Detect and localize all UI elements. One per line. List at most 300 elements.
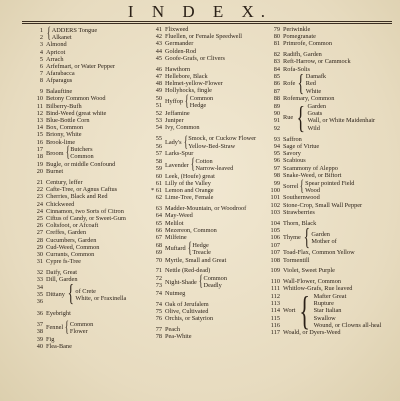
entry-name: Fluellen, or Female Speedwell [165, 33, 242, 41]
entry-name: Rofa-Solis [283, 65, 310, 73]
entry-name: Apricot [46, 48, 66, 56]
entry-number: 22 [36, 186, 43, 194]
entry-number: 12 [36, 109, 43, 117]
grouped-entry [265, 224, 397, 251]
index-entry [147, 117, 265, 124]
entry-variant: Common [69, 320, 94, 328]
entry-number: 112 [270, 292, 280, 300]
entry-variant: Red [305, 80, 316, 88]
entry-name: Helmet-yellow-Flower [165, 79, 223, 87]
index-entry [147, 173, 265, 180]
entry-name: Sage of Virtue [283, 143, 320, 151]
index-entry [28, 88, 140, 95]
entry-name: Thyme [283, 234, 301, 242]
entry-name: Cucumbers, Garden [46, 236, 97, 244]
entry-name: Century, leffer [46, 179, 83, 187]
entry-number: 86 [273, 80, 280, 88]
entry-numbers [147, 135, 165, 149]
index-entry [28, 95, 140, 102]
index-entry [28, 208, 140, 215]
entry-name: Cafte-Tree, or Agnus Caftus [46, 186, 118, 194]
entry-number: 99 [273, 179, 280, 187]
index-entry [147, 73, 265, 80]
entry-number: 115 [270, 314, 280, 322]
entry-number: 36 [36, 298, 43, 306]
entry-name: Myrtle, Small and Great [165, 256, 227, 264]
entry-name: Hyffop [165, 98, 184, 106]
index-entry [147, 80, 265, 87]
entry-number: 2 [39, 33, 43, 41]
entry-variants [305, 180, 354, 194]
entry-number: 52 [155, 109, 162, 117]
index-entry [28, 193, 140, 200]
index-entry [28, 310, 140, 317]
page-title: I N D E X. [127, 2, 273, 21]
entry-number: 1 [39, 26, 43, 34]
index-entry [147, 180, 265, 187]
entry-name: Southernwood [283, 194, 320, 202]
entry-number: 14 [36, 124, 43, 132]
index-entry [28, 63, 140, 70]
entry-number: 71 [155, 267, 162, 275]
entry-number: 33 [36, 276, 43, 284]
brace-mark: { [300, 177, 305, 195]
index-entry [28, 215, 140, 222]
index-entry [265, 194, 397, 201]
entry-variants [311, 231, 336, 245]
grouped-entry [28, 318, 140, 336]
index-entry [265, 157, 397, 164]
entry-name: Coltsfoot, or Afcoaft [46, 222, 99, 230]
index-entry [265, 143, 397, 150]
entry-variant: Smock, or Cuckow Flower [188, 135, 257, 143]
entry-number: 97 [273, 164, 280, 172]
index-entry [147, 234, 265, 241]
entry-variant: Hedge [192, 241, 209, 249]
entry-name: Orchis, or Satyrion [165, 315, 214, 323]
entry-name: Hellebore, Black [165, 72, 208, 80]
entry-number: 61 [155, 180, 162, 188]
entry-name: Savory [283, 150, 301, 158]
grouped-entry [147, 135, 265, 149]
index-entry [147, 194, 265, 201]
entry-number: 27 [36, 229, 43, 237]
entry-name: Snake-Weed, or Biftort [283, 171, 342, 179]
entry-numbers [265, 180, 283, 194]
entry-name: Rue [283, 113, 294, 121]
grouped-entry [265, 70, 397, 97]
entry-variant: Wild [307, 124, 320, 132]
entry-name: Wall-Flower, Common [283, 278, 342, 285]
entry-name: Leek, (Houfe) great [165, 172, 215, 180]
entry-name: Creffes, Garden [46, 229, 87, 237]
title-rule-bottom [22, 23, 392, 24]
entry-number: 49 [155, 87, 162, 95]
title-rule-top [22, 21, 392, 22]
entry-variant: Mafter Great [313, 292, 347, 300]
entry-variant: Rupture [313, 300, 334, 308]
entry-number: 32 [36, 269, 43, 276]
entry-number: 26 [36, 222, 43, 230]
entry-numbers [265, 227, 283, 249]
entry-name: Lime-Tree, Female [165, 194, 214, 202]
entry-variants [314, 293, 382, 329]
index-entry [147, 87, 265, 94]
entry-name: Ciftus of Candy, or Sweet-Gum [46, 215, 126, 223]
index-entry [28, 139, 140, 146]
entry-name: Flea-Bane [46, 342, 72, 350]
entry-name: Germander [165, 40, 194, 48]
entry-number: 84 [273, 65, 280, 73]
index-column-1 [28, 26, 140, 350]
entry-variant: Alkanet [51, 33, 72, 41]
entry-name: Pea-White [165, 332, 192, 340]
section-gap [147, 131, 265, 135]
entry-number: 59 [155, 165, 162, 173]
entry-number: 58 [155, 157, 162, 165]
entry-variant: Wood [305, 186, 320, 194]
entry-name: Stone-Crop, Small Wall Pepper [283, 201, 363, 209]
index-entry [28, 110, 140, 117]
entry-variants [75, 288, 126, 302]
entry-name: Golden-Rod [165, 47, 197, 55]
brace-mark: { [187, 239, 192, 257]
entry-name: Hawthorn [165, 65, 191, 73]
index-entry [265, 267, 397, 274]
index-entry [28, 276, 140, 283]
index-entry [28, 237, 140, 244]
entry-name: Violet, Sweet Purple [283, 267, 335, 275]
entry-number: 25 [36, 215, 43, 223]
entry-number: 74 [155, 300, 162, 308]
index-entry [265, 66, 397, 73]
entry-number: 105 [270, 227, 280, 235]
entry-variant: Treacle [192, 248, 211, 256]
index-entry [28, 229, 140, 236]
entry-name: Lavender [165, 161, 189, 169]
entry-number: 30 [36, 251, 43, 259]
entry-number: 23 [36, 193, 43, 201]
entry-numbers [147, 242, 165, 256]
entry-number: 83 [273, 58, 280, 66]
entry-number: 38 [36, 327, 43, 335]
entry-number: 10 [36, 95, 43, 103]
index-entry [28, 168, 140, 175]
entry-name: Afarabacca [46, 70, 75, 78]
entry-name: Thorn, Black [283, 219, 317, 227]
index-entry [28, 258, 140, 265]
index-entry [28, 201, 140, 208]
entry-variant: Garden [307, 103, 327, 111]
entry-variant: Deadly [203, 282, 222, 290]
entry-number: 77 [155, 325, 162, 333]
index-entry [147, 187, 265, 194]
index-entry [28, 49, 140, 56]
grouped-entry [147, 95, 265, 109]
entry-numbers [265, 73, 283, 95]
entry-name: Juniper [165, 116, 184, 124]
index-entry [265, 136, 397, 143]
entry-name: Arfefmart, or Water Pepper [46, 63, 115, 71]
entry-number: 68 [155, 241, 162, 249]
entry-name: Bugle, or middle Confound [46, 161, 116, 169]
entry-name: Olive, Cultivated [165, 307, 209, 315]
index-entry [265, 150, 397, 157]
index-entry [265, 257, 397, 264]
index-entry [147, 267, 265, 274]
entry-name: Box, Common [46, 124, 84, 132]
index-entry [147, 33, 265, 40]
entry-number: 7 [39, 70, 43, 78]
index-entry [147, 124, 265, 131]
index-entry [265, 51, 397, 58]
entry-number: 101 [270, 194, 280, 202]
entry-number: 117 [270, 329, 280, 337]
entry-name: Nutmeg [165, 289, 186, 297]
entry-variant: Wound, or Clowns all-heal [313, 321, 382, 329]
entry-name: Betony Common Wood [46, 95, 106, 103]
index-entry [147, 290, 265, 297]
entry-number: 111 [271, 285, 280, 293]
entry-number: 18 [36, 153, 43, 161]
entry-name: Arrach [46, 55, 64, 63]
entry-name: Currants, Common [46, 251, 95, 259]
entry-number: 107 [270, 249, 280, 257]
entry-name: Bind-Weed (great white [46, 109, 107, 117]
entry-number: 67 [155, 233, 162, 241]
entry-name: Dill, Garden [46, 276, 78, 284]
entry-number: 74 [155, 289, 162, 297]
entry-name: Radifh, Garden [283, 51, 322, 59]
entry-number: 82 [273, 51, 280, 59]
brace-mark: { [296, 99, 306, 136]
entry-variant: Goats [307, 110, 323, 118]
entry-number: 100 [270, 186, 280, 194]
entry-name: Pomegranate [283, 33, 316, 41]
entry-number: 65 [155, 219, 162, 227]
entry-name: Briony, White [46, 131, 82, 139]
index-entry [147, 40, 265, 47]
index-entry [28, 179, 140, 186]
entry-number: 80 [273, 33, 280, 41]
entry-variant: Mother of [311, 238, 337, 246]
index-entry [147, 212, 265, 219]
index-entry [147, 257, 265, 264]
entry-number: 28 [36, 236, 43, 244]
brace-mark: { [65, 144, 70, 162]
index-entry [28, 244, 140, 251]
entry-number: 43 [155, 40, 162, 48]
index-entry [147, 315, 265, 322]
entry-numbers [28, 27, 46, 41]
entry-name: Jeffamine [165, 109, 190, 117]
index-entry [28, 124, 140, 131]
entry-numbers [28, 284, 46, 306]
entry-number: 104 [270, 219, 280, 227]
index-entry [147, 110, 265, 117]
entry-name: Rofe [283, 80, 296, 88]
index-entry [265, 220, 397, 227]
entry-number: 41 [155, 26, 162, 33]
entry-number: 24 [36, 200, 43, 208]
entry-name: Madder-Mountain, or Woodroof [165, 205, 247, 213]
entry-variant: Hedge [189, 102, 207, 110]
entry-name: Lilly of the Valley [165, 180, 211, 188]
entry-name: Lady's [165, 138, 182, 146]
entry-number: 24 [36, 207, 43, 215]
entry-number: 78 [155, 332, 162, 340]
entry-number: 116 [270, 321, 280, 329]
entry-number: 54 [155, 124, 162, 132]
entry-variant: Common [203, 275, 227, 282]
index-entry [147, 326, 265, 333]
entry-number: 34 [36, 283, 43, 291]
index-column-3 [265, 26, 397, 337]
entry-name: Cherries, Black and Red [46, 193, 108, 201]
entry-variants [204, 275, 227, 289]
entry-numbers [265, 293, 283, 329]
entry-number: 89 [273, 103, 280, 111]
entry-name: Bilberry-Bufh [46, 102, 82, 110]
entry-number: 94 [273, 143, 280, 151]
entry-number: 48 [155, 79, 162, 87]
entry-name: Rofemary, Common [283, 95, 335, 103]
index-entry [265, 209, 397, 216]
entry-number: 35 [36, 291, 43, 299]
entry-numbers [265, 103, 283, 132]
brace-mark: { [183, 133, 188, 151]
entry-name: Cud-Weed, Common [46, 243, 100, 251]
entry-number: 102 [270, 201, 280, 209]
entry-name: Night-Shade [165, 278, 197, 286]
entry-number: 60 [155, 172, 162, 180]
index-entry [28, 70, 140, 77]
entry-name: Mezereon, Common [165, 226, 217, 234]
brace-mark: { [198, 273, 203, 291]
entry-number: 109 [270, 267, 280, 275]
entry-variant: Common [70, 153, 94, 161]
section-gap [28, 317, 140, 321]
entry-number: 73 [155, 282, 162, 290]
entry-variants [308, 103, 376, 132]
entry-variants [70, 321, 93, 335]
entry-variant: White [305, 87, 322, 95]
grouped-entry [147, 275, 265, 289]
entry-number: 56 [155, 142, 162, 150]
index-entry [28, 41, 140, 48]
entry-name: Hollyhocks, fingle [165, 87, 212, 95]
entry-number: 46 [155, 65, 162, 73]
index-entry [265, 278, 397, 285]
entry-name: Wort [283, 307, 296, 315]
brace-mark: { [184, 93, 190, 111]
entry-name: Fig [46, 335, 55, 343]
index-entry [147, 205, 265, 212]
entry-name: Afparagus [46, 77, 73, 85]
index-entry [265, 202, 397, 209]
index-entry [265, 249, 397, 256]
entry-variants [190, 95, 213, 109]
entry-number: 63 [155, 205, 162, 213]
index-entry [147, 301, 265, 308]
entry-variants [70, 146, 93, 160]
entry-number: 79 [273, 26, 280, 33]
entry-variant: Spear pointed Field [305, 179, 355, 187]
entry-number: 110 [270, 278, 280, 285]
entry-name: Sorrel [283, 183, 299, 191]
entry-number: 107 [270, 241, 280, 249]
entry-number: 37 [36, 320, 43, 328]
entry-variants [306, 73, 326, 95]
entry-number: 42 [155, 33, 162, 41]
index-entry [147, 55, 265, 62]
index-entry [28, 343, 140, 350]
entry-variant: Star Italian [313, 307, 342, 315]
entry-number: 36 [36, 309, 43, 317]
entry-name: Tormentill [283, 256, 310, 264]
brace-mark: { [303, 224, 310, 251]
entry-number: 5 [39, 55, 43, 63]
brace-mark: { [64, 318, 70, 336]
entry-number: 16 [36, 138, 43, 146]
entry-number: 13 [36, 116, 43, 124]
entry-name: Goofe-Grafs, or Clivers [165, 54, 225, 62]
entry-name: Broom [46, 149, 64, 157]
entry-number: 9 [39, 88, 43, 96]
index-entry [147, 48, 265, 55]
index-entry [265, 26, 397, 33]
entry-number: 17 [36, 146, 43, 154]
index-entry [28, 186, 140, 193]
entry-name: Almond [46, 41, 67, 49]
entry-number: 98 [273, 171, 280, 179]
entry-number: 31 [36, 258, 43, 266]
entry-name: Fennel [46, 324, 64, 332]
entry-number: 108 [270, 256, 280, 264]
entry-number: 113 [270, 300, 280, 308]
index-entry [265, 40, 397, 47]
entry-number: 93 [273, 135, 280, 143]
index-entry [28, 131, 140, 138]
entry-number: 15 [36, 131, 43, 139]
entry-variants [188, 135, 256, 149]
index-entry [28, 251, 140, 258]
entry-number: 20 [36, 168, 43, 176]
grouped-entry [147, 158, 265, 172]
entry-number: 106 [270, 234, 280, 242]
entry-name: Daify, Great [46, 269, 78, 276]
entry-number: 4 [39, 48, 43, 56]
entry-variant: Flower [69, 327, 88, 335]
entry-number: 66 [155, 226, 162, 234]
index-entry [147, 150, 265, 157]
entry-variant: Garden [311, 230, 330, 238]
entry-name: Chickweed [46, 200, 75, 208]
entry-variant: Common [189, 94, 214, 102]
entry-name: Scammony of Aleppo [283, 164, 338, 172]
entry-number: 87 [273, 87, 280, 95]
grouped-entry [28, 146, 140, 160]
index-entry [147, 26, 265, 33]
entry-number: 50 [155, 94, 162, 102]
entry-number: * 61 [150, 187, 162, 195]
entry-number: 76 [155, 315, 162, 323]
entry-number: 90 [273, 110, 280, 118]
entry-variant: Narrow-leaved [195, 165, 234, 173]
index-entry [265, 329, 397, 336]
brace-mark: { [46, 24, 51, 42]
entry-numbers [147, 95, 165, 109]
